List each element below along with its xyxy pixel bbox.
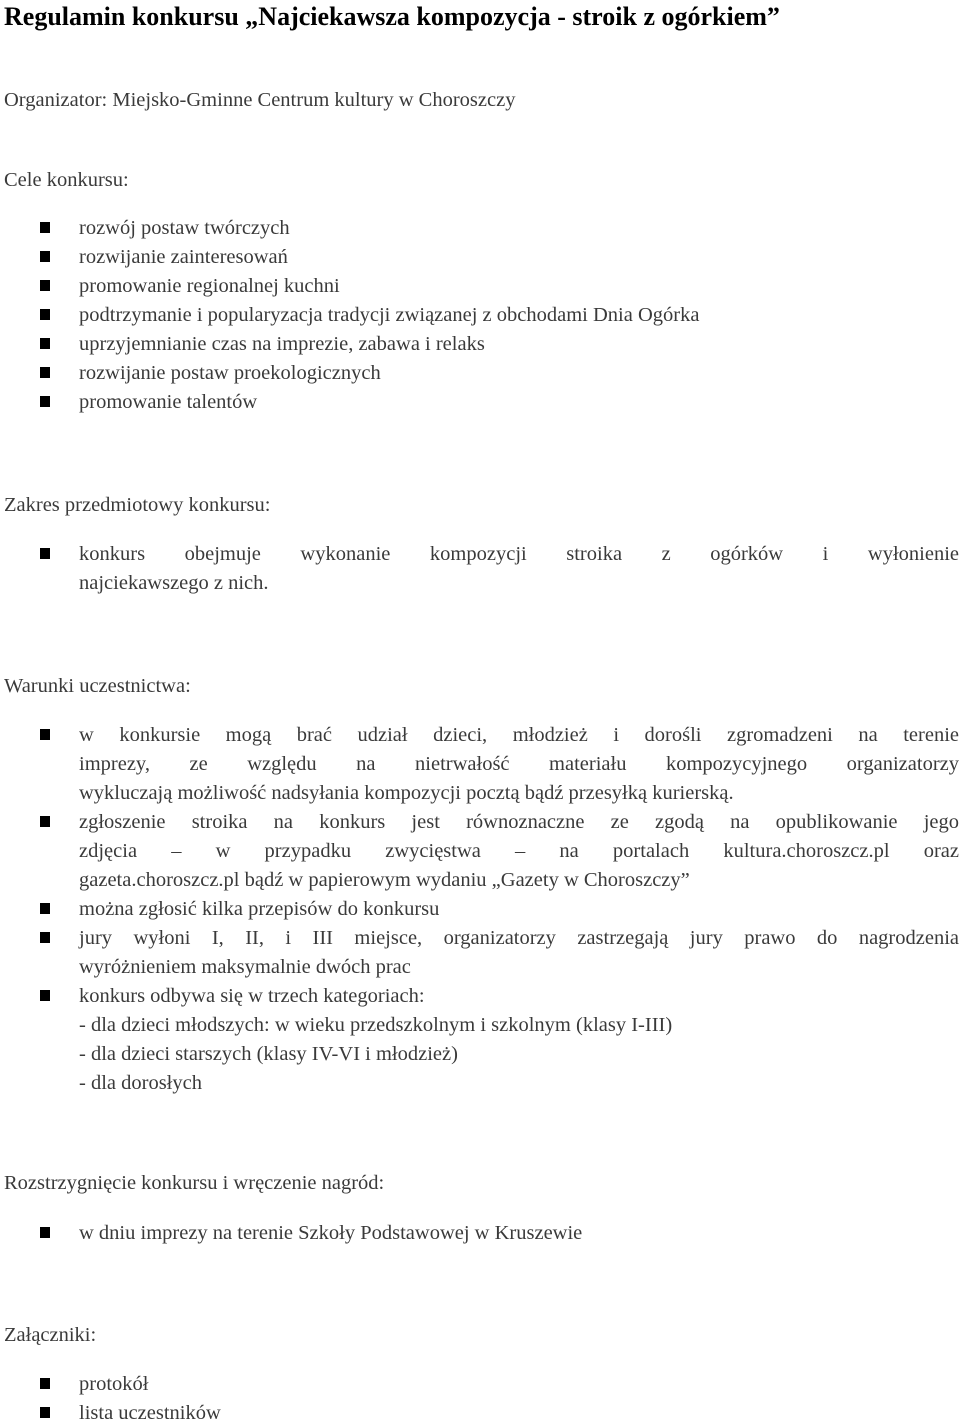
list-item: zgłoszenie stroika na konkurs jest równoznaczne ze zgodą na opublikowanie jego zdjęcia – w przypadku zwycięstwa – na portalach kultura.choroszcz.pl oraz gazeta.choroszcz.pl bądź w papierowym wydaniu „Gazety w Choroszczy” <box>0 808 960 895</box>
square-bullet-icon <box>40 816 50 827</box>
square-bullet-icon <box>40 309 50 320</box>
list-item: konkurs obejmuje wykonanie kompozycji stroika z ogórków i wyłonienie najciekawszego z nich. <box>0 540 960 598</box>
list-item: jury wyłoni I, II, i III miejsce, organizatorzy zastrzegają jury prawo do nagrodzenia wyróżnieniem maksymalnie dwóch prac <box>0 924 960 982</box>
square-bullet-icon <box>40 729 50 740</box>
list-item: można zgłosić kilka przepisów do konkursu <box>0 895 960 924</box>
square-bullet-icon <box>40 280 50 291</box>
list-item: uprzyjemnianie czas na imprezie, zabawa i relaks <box>0 330 960 359</box>
conditions-list <box>0 721 960 1098</box>
square-bullet-icon <box>40 1407 50 1418</box>
attachments-list <box>0 1370 960 1428</box>
list-item: promowanie regionalnej kuchni <box>0 272 960 301</box>
square-bullet-icon <box>40 990 50 1001</box>
list-item: w konkursie mogą brać udział dzieci, młodzież i dorośli zgromadzeni na terenie imprezy, ze względu na nietrwałość materiału kompozycyjnego organizatorzy wykluczają możliwość nadsyłania kompozycji pocztą bądź przesyłką kurierską. <box>0 721 960 808</box>
list-item: rozwijanie zainteresowań <box>0 243 960 272</box>
square-bullet-icon <box>40 338 50 349</box>
goals-heading: Cele konkursu: <box>4 169 129 191</box>
awards-list <box>0 1219 960 1248</box>
square-bullet-icon <box>40 396 50 407</box>
document-title: Regulamin konkursu „Najciekawsza kompozycja - stroik z ogórkiem” <box>4 2 780 31</box>
square-bullet-icon <box>40 367 50 378</box>
square-bullet-icon <box>40 222 50 233</box>
scope-list <box>0 540 960 598</box>
list-item: konkurs odbywa się w trzech kategoriach: - dla dzieci młodszych: w wieku przedszkolnym i szkolnym (klasy I-III) - dla dzieci starszych (klasy IV-VI i młodzież) - dla dorosłych <box>0 982 960 1098</box>
goals-list <box>0 214 960 417</box>
square-bullet-icon <box>40 903 50 914</box>
square-bullet-icon <box>40 932 50 943</box>
scope-heading: Zakres przedmiotowy konkursu: <box>4 494 271 516</box>
list-item: promowanie talentów <box>0 388 960 417</box>
square-bullet-icon <box>40 251 50 262</box>
conditions-heading: Warunki uczestnictwa: <box>4 675 191 697</box>
organizer-line: Organizator: Miejsko-Gminne Centrum kultury w Choroszczy <box>4 89 516 111</box>
square-bullet-icon <box>40 548 50 559</box>
square-bullet-icon <box>40 1378 50 1389</box>
list-item: podtrzymanie i popularyzacja tradycji związanej z obchodami Dnia Ogórka <box>0 301 960 330</box>
list-item: rozwój postaw twórczych <box>0 214 960 243</box>
awards-heading: Rozstrzygnięcie konkursu i wręczenie nagród: <box>4 1172 385 1194</box>
square-bullet-icon <box>40 1227 50 1238</box>
list-item: lista uczestników <box>0 1399 960 1428</box>
list-item: rozwijanie postaw proekologicznych <box>0 359 960 388</box>
attachments-heading: Załączniki: <box>4 1324 97 1346</box>
list-item: w dniu imprezy na terenie Szkoły Podstawowej w Kruszewie <box>0 1219 960 1248</box>
list-item: protokół <box>0 1370 960 1399</box>
